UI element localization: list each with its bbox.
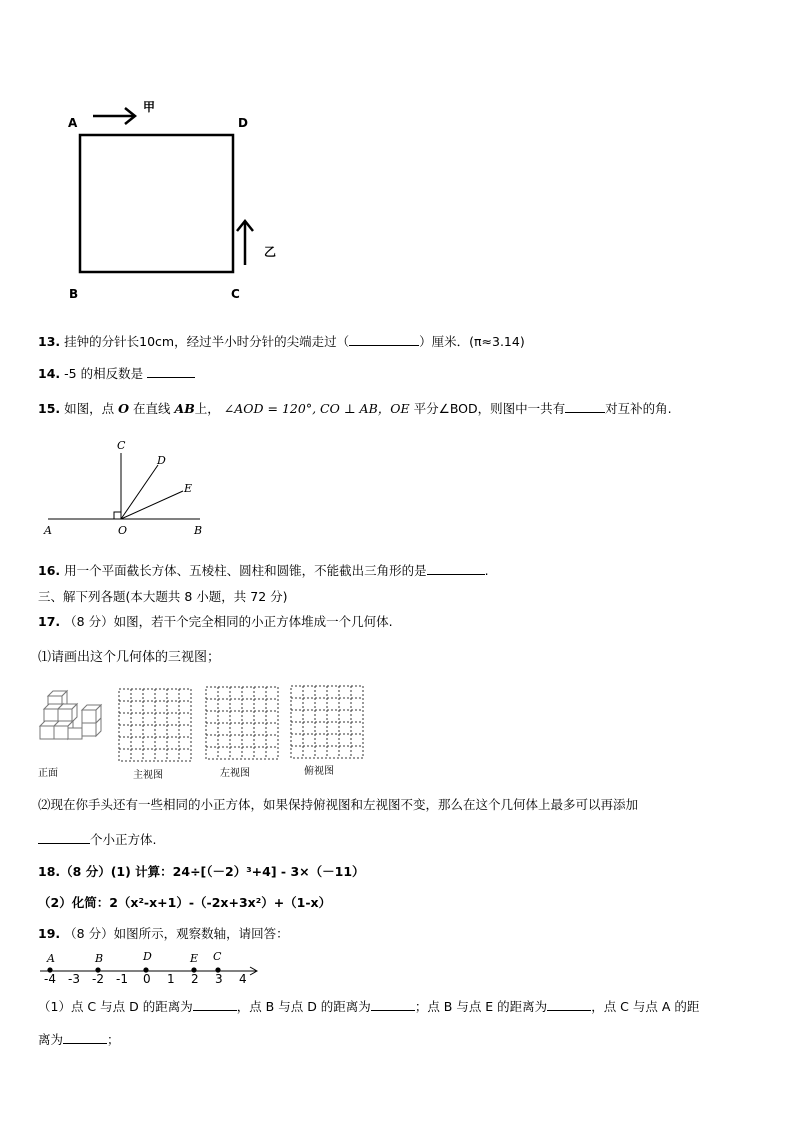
question-13: 13. 挂钟的分针长10cm，经过半小时分针的尖端走过（ ）厘米．(π≈3.14): [38, 334, 525, 349]
answer-blank[interactable]: [349, 333, 419, 346]
answer-blank[interactable]: [427, 562, 485, 575]
answer-blank[interactable]: [193, 998, 237, 1011]
tick-label: -2: [92, 972, 104, 986]
answer-blank[interactable]: [147, 365, 195, 378]
point-b: B: [95, 952, 104, 965]
point-e: E: [190, 952, 199, 965]
left-view-grid[interactable]: [205, 686, 279, 764]
question-16: 16. 用一个平面截长方体、五棱柱、圆柱和圆锥，不能截出三角形的是 .: [38, 563, 489, 578]
tick-label: 3: [215, 972, 223, 986]
question-19-part1-cont: 离为 ；: [38, 1032, 120, 1047]
tick-label: 4: [239, 972, 247, 986]
question-17-part2: ⑵现在你手头还有一些相同的小正方体，如果保持俯视图和左视图不变，那么在这个几何体上最多可以再添加: [38, 797, 639, 812]
top-view-grid[interactable]: [290, 685, 364, 763]
point-c: C: [213, 950, 222, 963]
question-18: 18.（8 分）(1) 计算：24÷[（－2）³+4] - 3×（－11）: [38, 864, 365, 879]
caption-top-view: 俯视图: [304, 766, 334, 777]
question-15: 15. 如图，点 O 在直线 AB上， ∠AOD = 120°, CO ⊥ AB，OE 平分∠BOD，则图中一共有 对互补的角.: [38, 401, 672, 416]
question-17-part2-end: 个小正方体.: [38, 831, 156, 848]
main-view-grid[interactable]: [118, 688, 192, 766]
tick-label: 0: [143, 972, 151, 986]
question-19: 19. （8 分）如图所示，观察数轴，请回答：: [38, 926, 289, 941]
tick-label: -4: [44, 972, 56, 986]
question-19-part1: （1）点 C 与点 D 的距离为 ，点 B 与点 D 的距离为 ；点 B 与点 E 的距离为 ，点 C 与点 A 的距: [38, 999, 700, 1014]
yi-label: 乙: [264, 245, 277, 259]
question-17-part1: ⑴请画出这个几何体的三视图；: [38, 650, 221, 665]
point-a: A: [47, 952, 55, 965]
square-diagram: [60, 95, 290, 310]
tick-label: -3: [68, 972, 80, 986]
tick-label: -1: [116, 972, 128, 986]
caption-left-view: 左视图: [220, 768, 250, 779]
answer-blank[interactable]: [547, 998, 591, 1011]
point-d-label: D: [157, 454, 166, 467]
cube-stack-illustration: [38, 688, 106, 750]
caption-main-view: 主视图: [133, 770, 163, 781]
point-d: D: [143, 950, 152, 963]
caption-front: 正面: [38, 768, 58, 779]
jia-label: 甲: [143, 100, 156, 114]
point-b-label: B: [194, 524, 203, 537]
vertex-a-label: A: [68, 116, 78, 130]
answer-blank[interactable]: [371, 998, 415, 1011]
question-18-part2: （2）化简：2（x²-x+1）-（-2x+3x²）+（1-x）: [38, 895, 332, 910]
question-14: 14. -5 的相反数是: [38, 365, 195, 382]
point-c-label: C: [117, 439, 126, 452]
point-e-label: E: [184, 482, 193, 495]
point-o-label: O: [118, 524, 128, 537]
section-3-title: 三、解下列各题(本大题共 8 小题，共 72 分): [38, 589, 288, 604]
question-17: 17. （8 分）如图，若干个完全相同的小正方体堆成一个几何体.: [38, 614, 393, 629]
point-a-label: A: [44, 524, 52, 537]
answer-blank[interactable]: [38, 831, 90, 844]
tick-label: 2: [191, 972, 199, 986]
vertex-c-label: C: [231, 287, 240, 301]
tick-label: 1: [167, 972, 175, 986]
answer-blank[interactable]: [565, 400, 605, 413]
vertex-d-label: D: [238, 116, 248, 130]
vertex-b-label: B: [69, 287, 79, 301]
answer-blank[interactable]: [63, 1031, 107, 1044]
